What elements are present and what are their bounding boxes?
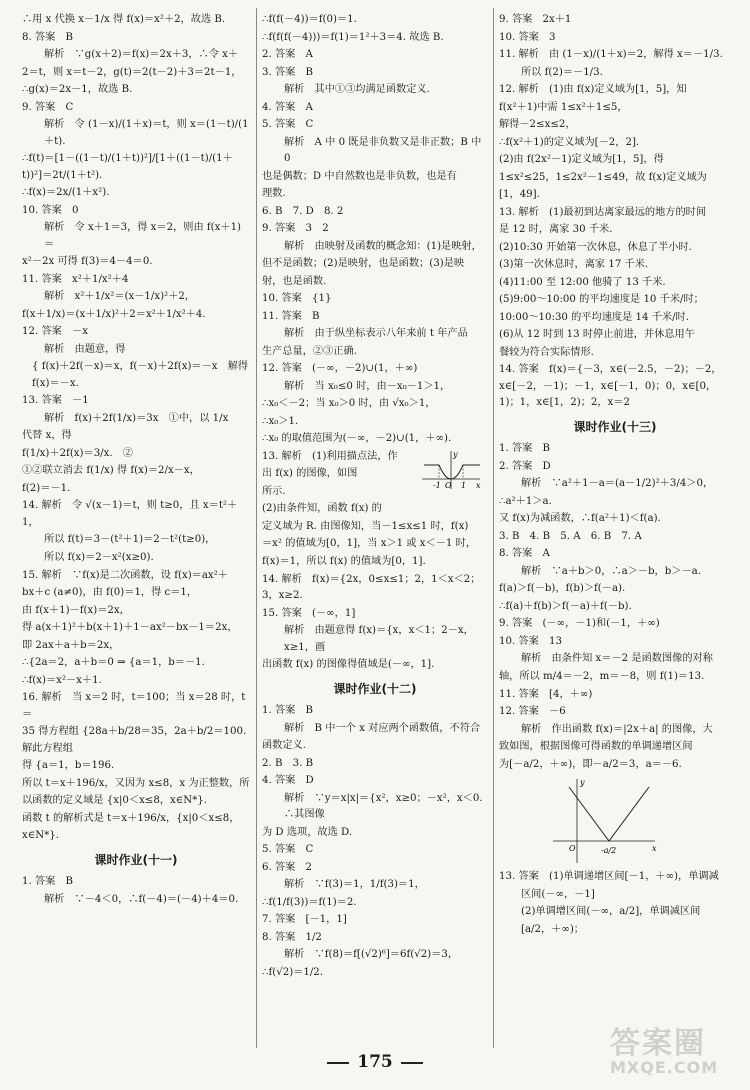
answer-line: [262, 256, 488, 273]
answer-text: 11. 答案 B: [262, 310, 320, 322]
answer-line: [499, 904, 731, 921]
answer-line: [22, 342, 250, 359]
answer-line: [499, 757, 731, 774]
answer-text: ∴x₀ 的取值范围为(－∞，－2)∪(1，＋∞).: [262, 433, 452, 445]
answer-text: 9. 答案 (－∞，－1)和(－1，＋∞): [499, 618, 660, 630]
answer-text: 所示.: [262, 485, 286, 497]
answer-line: [22, 776, 250, 793]
answer-text: (3)第一次休息时，离家 17 千米.: [499, 259, 649, 271]
answer-line: [499, 739, 731, 756]
x-axis-label: x: [476, 480, 481, 490]
answer-line: [22, 620, 250, 637]
answer-text: 解析 由映射及函数的概念知：(1)是映射，: [284, 240, 482, 252]
column-middle: [262, 12, 493, 1047]
answer-text: 也是偶数；D 中自然数也是非负数，也是有: [262, 170, 457, 182]
answer-text: 解析 ∵f(3)＝1，1/f(3)＝1，: [284, 879, 425, 891]
vertex-label: -a/2: [601, 846, 617, 856]
answer-text: 又 f(x)为减函数，∴f(a²＋1)＜f(a).: [499, 513, 661, 525]
answer-line: [262, 135, 488, 168]
answer-text: 但不是函数；(2)是映射，也是函数；(3)是映: [262, 258, 465, 270]
answer-text: 4. 答案 D: [262, 775, 314, 787]
answer-line: [22, 638, 250, 655]
answer-text: 理数.: [262, 188, 286, 200]
answer-line: [499, 616, 731, 633]
answer-text: 9. 答案 3 2: [262, 223, 329, 235]
answer-line: [499, 310, 731, 327]
answer-text: [a/2，＋∞)；: [521, 923, 584, 935]
answer-text: 6. 答案 2: [262, 861, 313, 873]
answer-text: 12. 答案 (－∞，－2)∪(1，＋∞): [262, 363, 418, 375]
answer-line: [22, 254, 250, 271]
answer-line: [499, 362, 731, 412]
answer-line: [262, 239, 488, 256]
answer-line: [22, 151, 250, 184]
answer-line: [262, 912, 488, 929]
answer-text: (6)从 12 时到 13 时停止前进，并休息用午: [499, 329, 695, 341]
answer-text: 14. 答案 f(x)＝{－3，x∈(－2.5，－2)；－2，x∈[－2，－1)；－1，x∈[－1，0)；0，x∈[0，1)；1，x∈[1，2)；2，x＝2: [499, 364, 722, 409]
answer-line: [22, 446, 250, 463]
answer-text: f(a)＞f(－b)，f(b)＞f(－a).: [499, 583, 626, 595]
answer-text: 解析 令 x＋1＝3，得 x＝2，则由 f(x＋1)＝: [44, 222, 242, 250]
answer-line: [22, 550, 250, 567]
answer-line: [262, 501, 488, 518]
answer-text: [1，49].: [499, 189, 540, 201]
answer-line: [499, 205, 731, 222]
answer-line: [499, 240, 731, 257]
answer-line: [22, 585, 250, 602]
answer-text: 13. 答案 (1)单调递增区间[－1，＋∞)，单调减: [499, 871, 719, 883]
answer-line: [262, 877, 488, 894]
answer-text: 出 f(x) 的图像，如图: [262, 468, 358, 480]
answer-text: x∈N*}.: [22, 830, 60, 842]
answer-line: [499, 922, 731, 939]
answer-text: 解析 ∵－4＜0，∴f(－4)＝(－4)＋4＝0.: [44, 893, 239, 905]
answer-line: [262, 117, 488, 134]
answer-line: [499, 722, 731, 739]
answer-text: 生产总量，②③正确.: [262, 345, 357, 357]
y-axis-label: y: [580, 778, 585, 788]
answer-line: [262, 756, 488, 773]
watermark-site: MXQE.COM: [610, 1058, 719, 1077]
answer-text: ∴f(x)＝2x/(1＋x²).: [22, 187, 110, 199]
answer-line: [22, 498, 250, 531]
answer-text: 15. 答案 (－∞，1]: [262, 607, 356, 619]
answer-text: (4)11:00 至 12:00 他骑了 13 千米.: [499, 276, 666, 288]
answer-text: 9. 答案 2x＋1: [499, 14, 572, 25]
answer-line: [262, 30, 488, 47]
answer-text: 12. 答案 －x: [22, 326, 88, 338]
answer-line: [262, 773, 488, 790]
answer-line: [22, 65, 250, 82]
answer-text: 解析 ∵f(8)＝f[(√2)⁶]＝6f(√2)＝3，: [284, 949, 459, 961]
answer-line: [499, 459, 731, 476]
answer-line: [22, 655, 250, 672]
answer-text: f(1/x)＋2f(x)＝3/x. ②: [22, 447, 133, 459]
answer-line: [499, 187, 731, 204]
answer-text: ∴f(t)＝[1－((1－t)/(1＋t))²]/[1＋((1－t)/(1＋t))²]＝2t/(1＋t²).: [22, 153, 233, 181]
answer-line: [22, 359, 250, 392]
answer-line: [499, 599, 731, 616]
answer-line: [262, 572, 488, 605]
answer-line: [22, 47, 250, 64]
answer-line: [262, 100, 488, 117]
answer-text: 10:00～10:30 的平均速度是 14 千米/时.: [499, 311, 689, 323]
answer-line: [262, 606, 488, 623]
answer-text: 以函数的定义域是 {x|0＜x≤8，x∈N*}.: [22, 795, 208, 807]
answer-text: 轴，所以 m/4＝－2，m＝－8，则 f(1)＝13.: [499, 671, 705, 682]
answer-text: 所以 f(2)＝－1/3.: [521, 66, 603, 78]
answer-line: [499, 345, 731, 362]
answer-text: 14. 解析 f(x)＝{2x，0≤x≤1；2，1＜x＜2；3，x≥2.: [262, 573, 481, 602]
answer-line: [262, 431, 488, 448]
page-number-text: 175: [357, 1052, 393, 1072]
answer-line: [22, 289, 250, 306]
answer-text: ＝x² 的值域为[0，1]，当 x＞1 或 x＜－1 时，: [262, 538, 477, 550]
answer-text: 8. 答案 A: [499, 548, 550, 560]
answer-line: [22, 690, 250, 723]
answer-line: [22, 603, 250, 620]
answer-line: [262, 703, 488, 720]
watermark-text: 答案圈: [610, 1026, 706, 1061]
answer-line: [262, 414, 488, 431]
answer-line: [499, 476, 731, 493]
answer-text: 解析 作出函数 f(x)＝|2x＋a| 的图像，大: [521, 723, 713, 735]
tick-label: -1: [433, 480, 441, 490]
answer-line: [22, 811, 250, 828]
answer-line: [499, 651, 731, 668]
answer-line: [499, 869, 731, 886]
answer-line: [499, 135, 731, 152]
answer-line: [22, 758, 250, 775]
answer-text: (2)单调增区间(－∞，a/2]，单调减区间: [521, 906, 701, 918]
answer-text: 射，也是函数.: [262, 275, 327, 287]
answer-text: 11. 答案 x²＋1/x²＋4: [22, 273, 129, 285]
answer-text: 2＝t，则 x＝t－2，g(t)＝2(t－2)＋3＝2t－1，: [22, 66, 242, 78]
answer-line: [22, 203, 250, 220]
answer-line: [262, 65, 488, 82]
answer-text: { f(x)＋2f(－x)＝x，f(－x)＋2f(x)＝－x 解得 f(x)＝－x.: [32, 361, 249, 389]
function-curve: [424, 465, 480, 479]
answer-line: [262, 791, 493, 824]
answer-line: [499, 581, 731, 598]
answer-line: [499, 222, 731, 239]
tick-label: 1: [461, 480, 467, 490]
answer-text: 解析 ∵g(x＋2)＝f(x)＝2x＋3，∴令 x＋: [44, 49, 239, 61]
answer-text: ∴f(x)＝x²－x＋1.: [22, 674, 102, 686]
graph-abs-figure: [549, 775, 659, 867]
answer-text: 2. B 3. B: [262, 757, 314, 769]
answer-line: [499, 669, 731, 686]
answer-text: 解析 由条件知 x＝－2 是函数图像的对称: [521, 653, 713, 665]
answer-line: [262, 12, 488, 29]
answer-line: [499, 117, 731, 134]
answer-text: 12. 答案 －6: [499, 706, 566, 718]
answer-text: 解析 A 中 0 既是非负数又是非正数；B 中 0: [284, 136, 482, 165]
answer-text: 5. 答案 C: [262, 119, 314, 131]
answer-text: 15. 解析 ∵f(x)是二次函数，设 f(x)＝ax²＋: [22, 569, 228, 581]
answer-line: [499, 47, 731, 64]
answer-text: 12. 解析 (1)由 f(x)定义域为[1，5]，知: [499, 84, 687, 96]
answer-line: [499, 494, 731, 511]
answer-text: ∴f(f(－4))＝f(0)＝1.: [262, 14, 357, 25]
section-heading: [22, 851, 250, 870]
answer-text: 所以 t＝x＋196/x，又因为 x≤8，x 为正整数，所: [22, 777, 250, 789]
answer-line: [22, 82, 250, 99]
answer-text: ①②联立消去 f(1/x) 得 f(x)＝2/x－x，: [22, 465, 200, 477]
answer-text: ∴用 x 代换 x－1/x 得 f(x)＝x²＋2，故选 B.: [22, 14, 226, 25]
answer-line: [499, 12, 731, 29]
graph-piecewise-figure: [420, 449, 484, 491]
answer-line: [22, 481, 250, 498]
answer-text: 定义域为 R. 由图像知，当－1≤x≤1 时，f(x): [262, 520, 469, 532]
answer-text: 为[－a/2，＋∞)，即－a/2＝3，a＝－6.: [499, 758, 682, 770]
answer-line: [262, 842, 488, 859]
answer-text: (2)由条件知，函数 f(x) 的: [262, 503, 382, 515]
answer-text: 3. B 4. B 5. A 6. B 7. A: [499, 530, 642, 542]
answer-line: [499, 441, 731, 458]
answer-text: 13. 解析 (1)最初到达离家最远的地方的时间: [499, 206, 707, 218]
answer-text: 1. 答案 B: [499, 443, 551, 455]
answer-line: [262, 186, 488, 203]
answer-line: [262, 361, 488, 378]
answer-line: [262, 536, 488, 553]
answer-text: 解析 由题意，得: [44, 343, 126, 355]
answer-line: [262, 396, 488, 413]
answer-text: x²－2x 可得 f(3)＝4－4＝0.: [22, 256, 153, 268]
answer-line: [22, 874, 250, 891]
answer-text: (2)由 f(2x²－1)定义域为[1，5]，得: [499, 154, 664, 166]
answer-line: [262, 930, 488, 947]
answer-text: 代替 x，得: [22, 430, 72, 442]
column-divider: [256, 8, 257, 1048]
answer-text: ∴x₀＞1.: [262, 415, 299, 427]
answer-text: 11. 答案 [4，＋∞): [499, 688, 593, 700]
answer-line: [499, 30, 731, 47]
answer-line: [262, 657, 488, 674]
answer-line: [22, 272, 250, 289]
answer-text: 16. 解析 当 x＝2 时，t＝100；当 x＝28 时，t＝: [22, 692, 246, 720]
answer-line: [22, 411, 250, 428]
answer-text: 10. 答案 {1}: [262, 293, 332, 305]
answer-text: 1. 答案 B: [262, 705, 314, 717]
answer-text: 10. 答案 0: [22, 204, 79, 216]
answer-text: f(x)＝1，所以 f(x) 的值域为[0，1].: [262, 555, 426, 567]
column-divider: [493, 8, 494, 1048]
answer-text: 8. 答案 B: [22, 31, 74, 43]
answer-line: [22, 568, 250, 585]
answer-text: ∴a²＋1＞a.: [499, 495, 552, 507]
answer-text: 区间(－∞，－1]: [521, 888, 595, 900]
answer-line: [22, 117, 250, 150]
answer-line: [262, 379, 488, 396]
answer-text: 为 D 选项，故选 D.: [262, 826, 353, 838]
answer-line: [499, 170, 731, 187]
answer-text: 课时作业(十二): [333, 681, 417, 696]
answer-text: 课时作业(十三): [573, 419, 657, 434]
answer-text: 出函数 f(x) 的图像得值域是(－∞，1].: [262, 659, 435, 671]
answer-text: ∴f(a)＋f(b)＞f(－a)＋f(－b).: [499, 600, 632, 612]
answer-line: [22, 793, 250, 810]
answer-text: 解析 ∵y＝x|x|＝{x²，x≥0；－x²，x＜0. ∴其图像: [284, 792, 493, 821]
answer-text: 函数 t 的解析式是 t＝x＋196/x，{x|0＜x≤8，: [22, 812, 240, 824]
answer-line: [22, 100, 250, 117]
answer-text: 课时作业(十一): [94, 852, 178, 867]
answer-line: [262, 738, 488, 755]
answer-text: 解得－2≤x≤2，: [499, 119, 576, 131]
answer-text: f(2)＝－1.: [22, 482, 71, 494]
answer-text: 解析 令 (1－x)/(1＋x)＝t，则 x＝(1－t)/(1＋t).: [44, 119, 249, 147]
answer-text: 10. 答案 3: [499, 31, 556, 43]
answer-text: bx＋c (a≠0)，由 f(0)＝1，得 c＝1，: [22, 587, 198, 599]
answer-line: [499, 82, 731, 99]
answer-text: 即 2ax＋a＋b＝2x，: [22, 639, 120, 651]
answer-text: 是 12 时，离家 30 千米.: [499, 224, 613, 236]
answer-text: 解析 ∵a＋b＞0，∴a＞－b，b＞－a.: [521, 565, 701, 577]
answer-line: [22, 220, 250, 253]
answer-text: ∴f(f(f(－4)))＝f(1)＝1²＋3＝4. 故选 B.: [262, 31, 444, 43]
answer-text: (2)10:30 开始第一次休息，休息了半小时.: [499, 241, 692, 253]
function-curve: [569, 787, 649, 841]
answer-line: [262, 47, 488, 64]
answer-line: [22, 892, 250, 909]
answer-text: 2. 答案 D: [499, 460, 551, 472]
answer-line: [22, 673, 250, 690]
answer-line: [262, 221, 488, 238]
answer-line: [262, 326, 488, 343]
origin-label: O: [569, 844, 576, 854]
answer-text: 解析 当 x₀≤0 时，由－x₀－1＞1，: [284, 380, 451, 392]
answer-text: 9. 答案 C: [22, 101, 74, 113]
answer-line: [22, 532, 250, 549]
answer-text: 1. 答案 B: [22, 876, 74, 888]
answer-text: 8. 答案 1/2: [262, 931, 322, 943]
answer-text: ∴f(√2)＝1/2.: [262, 966, 323, 978]
answer-line: [22, 724, 257, 757]
answer-text: 解析 f(x)＋2f(1/x)＝3x ①中，以 1/x: [44, 412, 229, 424]
answer-line: [262, 623, 488, 656]
answer-text: 13. 解析 (1)利用描点法，作: [262, 450, 398, 462]
answer-text: 6. B 7. D 8. 2: [262, 205, 344, 217]
answer-text: f(x＋1/x)＝(x＋1/x)²＋2＝x²＋1/x²＋4.: [22, 308, 206, 320]
answer-text: 所以 f(t)＝3－(t²＋1)＝2－t²(t≥0)，: [44, 534, 216, 546]
answer-line: [262, 344, 488, 361]
answer-text: 函数定义.: [262, 740, 306, 752]
answer-line: [262, 82, 488, 99]
answer-line: [262, 965, 488, 982]
answer-line: [262, 860, 488, 877]
answer-line: [499, 887, 731, 904]
answer-text: 解析 x²＋1/x²＝(x－1/x)²＋2，: [44, 291, 195, 303]
column-left: [22, 12, 257, 1047]
answer-line: [499, 327, 731, 344]
answer-text: 13. 答案 －1: [22, 395, 89, 407]
answer-line: [499, 511, 731, 528]
answer-line: [22, 393, 250, 410]
section-heading: [499, 418, 731, 437]
answer-text: 3. 答案 B: [262, 66, 314, 78]
answer-line: [499, 529, 731, 546]
x-axis-label: x: [652, 844, 657, 854]
answer-text: 得 {a＝1，b＝196.: [22, 760, 115, 772]
answer-text: 14. 解析 令 √(x－1)＝t，则 t≥0，且 x＝t²＋1，: [22, 500, 238, 528]
answer-line: [499, 704, 731, 721]
answer-line: [499, 292, 731, 309]
answer-text: 得 a(x＋1)²＋b(x＋1)＋1－ax²－bx－1＝2x，: [22, 622, 238, 634]
answer-text: (5)9:00～10:00 的平均速度是 10 千米/时；: [499, 294, 704, 306]
answer-line: [499, 65, 731, 82]
answer-text: 解析 其中①③均满足函数定义.: [284, 84, 430, 96]
answer-text: 35 得方程组 {28a＋b/28＝35，2a＋b/2＝100. 解此方程组: [22, 726, 257, 754]
column-right: [499, 12, 731, 1047]
answer-text: 10. 答案 13: [499, 635, 562, 647]
answer-text: 解析 由于纵坐标表示八年来前 t 年产品: [284, 328, 468, 340]
answer-line: [262, 309, 488, 326]
answer-line: [262, 721, 488, 738]
answer-line: [262, 291, 488, 308]
answer-text: 解析 B 中一个 x 对应两个函数值，不符合: [284, 722, 481, 734]
answer-line: [499, 257, 731, 274]
answer-text: 致如图，根据图像可得函数的单调递增区间: [499, 741, 693, 753]
answer-text: 由 f(x＋1)－f(x)＝2x，: [22, 604, 130, 616]
answer-line: [22, 185, 250, 202]
answer-line: [499, 100, 731, 117]
answer-line: [262, 169, 488, 186]
watermark: [610, 1018, 740, 1084]
answer-line: [262, 519, 488, 536]
y-axis-label: y: [453, 449, 458, 459]
answer-line: [262, 947, 488, 964]
answer-text: 餐较为符合实际情形.: [499, 346, 594, 358]
answer-line: [22, 30, 250, 47]
answer-text: ∴f(1/f(3))＝f(1)＝2.: [262, 896, 357, 908]
answer-line: [262, 204, 488, 221]
answer-line: [499, 152, 731, 169]
answer-text: 1≤x²≤25，1≤2x²－1≤49，故 f(x)定义域为: [499, 171, 707, 183]
answer-line: [499, 634, 731, 651]
answer-text: ∴f(x²＋1)的定义域为[－2，2].: [499, 136, 640, 148]
answer-text: 解析 由题意得 f(x)＝{x，x＜1；2－x，x≥1，画: [284, 625, 474, 653]
answer-line: [22, 428, 250, 445]
answer-text: ∴{2a＝2，a＋b＝0 ⇒ {a＝1，b＝－1.: [22, 657, 205, 669]
answer-text: 11. 解析 由 (1－x)/(1＋x)＝2，解得 x＝－1/3.: [499, 49, 723, 61]
answer-line: [262, 895, 488, 912]
answer-text: 2. 答案 A: [262, 49, 313, 61]
answer-line: [499, 687, 731, 704]
answer-line: [262, 825, 488, 842]
answer-text: 解析 ∵a²＋1－a＝(a－1/2)²＋3/4＞0，: [521, 478, 714, 490]
answer-line: [22, 307, 250, 324]
answer-text: 所以 f(x)＝2－x²(x≥0).: [44, 551, 154, 563]
answer-line: [22, 463, 250, 480]
answer-text: 7. 答案 [－1，1]: [262, 914, 347, 926]
answer-text: 4. 答案 A: [262, 101, 313, 113]
origin-label: O: [445, 480, 452, 490]
answer-text: ∴x₀＜－2；当 x₀＞0 时，由 √x₀＞1，: [262, 398, 436, 410]
section-heading: [262, 680, 488, 699]
answer-line: [262, 274, 488, 291]
answer-line: [499, 546, 731, 563]
answer-line: [499, 275, 731, 292]
answer-text: 5. 答案 C: [262, 844, 314, 856]
answer-line: [22, 12, 250, 29]
answer-line: [22, 828, 250, 845]
answer-text: ∴g(x)＝2x－1，故选 B.: [22, 84, 133, 96]
answer-line: [262, 554, 488, 571]
answer-line: [22, 324, 250, 341]
answer-text: f(x²＋1)中需 1≤x²＋1≤5，: [499, 101, 628, 113]
answer-line: [499, 564, 731, 581]
